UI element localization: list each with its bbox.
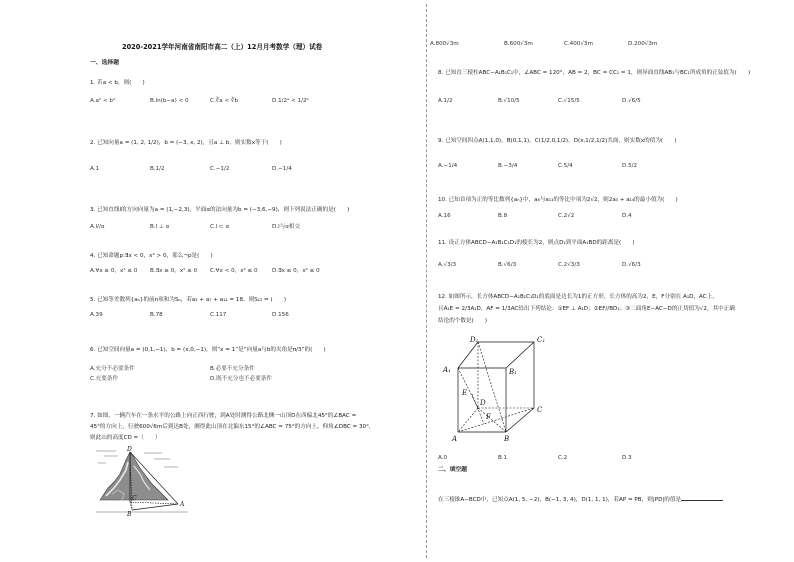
question-12-line-1: 12. 如图所示，长方体ABCD−A₁B₁C₁D₁的底面是边长为1的正方形，长方体的高为2，E，F分别在 A₁D，AC上， [438, 294, 718, 300]
q11-option-a: A.√3/3 [438, 262, 457, 268]
q6-option-a: A.充分不必要条件 [90, 366, 135, 372]
q1-option-b: B.ln(b−a) < 0 [150, 98, 189, 104]
question-7-line-3: 则此山的高度CD =（ ） [90, 435, 161, 441]
mountain-label-d: D [127, 446, 132, 453]
q2-option-a: A.1 [90, 166, 100, 172]
question-12-line-3: 结论的个数是( ) [438, 318, 488, 324]
q10-option-d: D.4 [622, 213, 632, 219]
q7-option-d: D.200√3m [628, 41, 658, 47]
cuboid-label-c: C [537, 406, 543, 414]
question-7-line-2: 45°的方向上，行驶600√6m后到达B处，测得此山顶在北偏东15°的∠ABC = 75°的方向上，仰角∠DBC = 30°， [90, 424, 375, 430]
question-1: 1. 若a < b，则( ) [90, 80, 145, 86]
right-page [428, 0, 794, 562]
q12-option-d: D.3 [622, 455, 632, 461]
cuboid-label-a: A [452, 435, 458, 443]
q11-option-d: D.√6/3 [622, 262, 641, 268]
question-5: 5. 已知等差数列{aₙ}的前n项和为Sₙ，若a₂ + a₇ + a₁₂ = 18，则S₁₃ = ( ) [90, 297, 287, 303]
cuboid-label-d1: D₁ [470, 336, 479, 344]
cuboid-label-e: E [462, 389, 468, 397]
q4-option-d: D.∃x ≥ 0，x² ≤ 0 [272, 268, 320, 274]
answer-blank[interactable] [681, 500, 723, 501]
cuboid-label-f: F [486, 413, 491, 421]
q3-option-a: A.l//α [90, 224, 105, 230]
question-3: 3. 已知直线l的方向向量为a = (1,−2,3)，平面α的法向量为b = (−3,6,−9)，则下列说法正确的是( ) [90, 207, 350, 213]
q6-option-c: C.充要条件 [90, 376, 119, 382]
q5-option-c: C.117 [210, 312, 227, 318]
question-7-line-1: 7. 如图，一辆汽车在一条水平的公路上向正西行驶，到A处时测得公路北侧一山顶D在西偏北45°的∠BAC = [90, 413, 357, 419]
cuboid-figure [438, 332, 568, 444]
cuboid-label-d: D [480, 399, 486, 407]
q8-option-a: A.1/2 [438, 98, 453, 104]
cuboid-label-c1: C₁ [537, 336, 546, 344]
q5-option-d: D.156 [272, 312, 289, 318]
q1-option-a: A.a² < b² [90, 98, 116, 104]
cuboid-label-b1: B₁ [509, 368, 517, 376]
q4-option-a: A.∀x ≥ 0，x² ≤ 0 [90, 268, 138, 274]
exam-title: 2020-2021学年河南省南阳市高二（上）12月月考数学（理）试卷 [122, 43, 323, 51]
section-fill-in: 二、填空题 [438, 467, 467, 473]
q4-option-c: C.∀x < 0，x² ≤ 0 [210, 268, 258, 274]
q4-option-b: B.∃x ≥ 0，x² ≤ 0 [150, 268, 198, 274]
q2-option-b: B.1/2 [150, 166, 165, 172]
fill-question [438, 497, 723, 504]
q3-option-b: B.l ⊥ α [150, 224, 170, 230]
q8-option-b: B.√10/5 [498, 98, 520, 104]
q12-option-a: A.0 [438, 455, 448, 461]
q9-option-c: C.5/4 [558, 163, 573, 169]
mountain-figure [94, 444, 190, 516]
q6-option-d: D.既不充分也不必要条件 [210, 376, 273, 382]
q11-option-c: C.2√3/3 [558, 262, 580, 268]
cuboid-label-b: B [504, 435, 510, 443]
q9-option-d: D.5/2 [622, 163, 638, 169]
fill-question-text: 在三棱锥A−BCD中，已知点A(1, 5, −2)，B(−1, 3, 4)，D(1, 1, 1)，若AP = PB，则|PD|的值是 [438, 497, 682, 503]
q7-option-c: C.400√3m [564, 41, 593, 47]
fold-line [426, 4, 427, 558]
q9-option-b: B.−3/4 [498, 163, 518, 169]
mountain-label-c: C [132, 495, 137, 502]
q10-option-c: C.2√2 [558, 213, 575, 219]
q1-option-d: D.1/2ᵃ < 1/2ᵇ [272, 98, 309, 104]
q8-option-c: C.√15/5 [558, 98, 580, 104]
question-12-line-2: 且A₁E = 2/3A₁D，AF = 1/3AC给出下列结论：①EF ⊥ A₁D；②EF//BD₁；③二面角E−AC−D的正切值为√2，其中正确 [438, 306, 735, 312]
q5-option-b: B.78 [150, 312, 163, 318]
q7-option-a: A.800√3m [430, 41, 459, 47]
q10-option-a: A.16 [438, 213, 451, 219]
q2-option-d: D.−1/4 [272, 166, 292, 172]
section-multiple-choice: 一、选择题 [90, 60, 119, 66]
q6-option-b: B.必要不充分条件 [210, 366, 255, 372]
question-11: 11. 设正方体ABCD−A₁B₁C₁D₁的棱长为2，则点D₁到平面A₁BD的距离是( ) [438, 240, 635, 246]
q12-option-b: B.1 [498, 455, 508, 461]
q7-option-b: B.600√3m [504, 41, 533, 47]
q5-option-a: A.39 [90, 312, 103, 318]
question-4: 4. 已知命题p:∃x < 0，x² > 0，那么¬p是( ) [90, 253, 213, 259]
q10-option-b: B.8 [498, 213, 508, 219]
q9-option-a: A.−1/4 [438, 163, 458, 169]
question-10: 10. 已知首项为正的等比数列{aₙ}中，a₆与a₁₁的等比中项为2√2，则2a₃ + a₁₄的最小值为( ) [438, 197, 678, 203]
q8-option-d: D.√6/5 [622, 98, 641, 104]
question-6: 6. 已知空间向量a = (0,1,−1)，b = (x,0,−1)，则“x = 1”是“向量a与b的夹角是π/3”的( ) [90, 347, 326, 353]
q2-option-c: C.−1/2 [210, 166, 230, 172]
cuboid-label-a1: A₁ [443, 366, 451, 374]
mountain-label-a: A [180, 501, 185, 508]
q3-option-c: C.l ⊂ α [210, 224, 230, 230]
question-2: 2. 已知向量a = (1, 2, 1/2)，b = (−3, x, 2)，且a ⊥ b，则实数x等于( ) [90, 140, 282, 146]
question-8: 8. 已知直三棱柱ABC−A₁B₁C₁中，∠ABC = 120°，AB = 2，BC = CC₁ = 1，则异面直线AB₁与BC₁所成角的正弦值为( ) [438, 70, 751, 76]
mountain-label-b: B [127, 511, 132, 516]
question-9: 9. 已知空间四点A(1,1,0)，B(0,1,1)，C(1/2,0,1/2)，D(x,1/2,1/2)共面，则实数x的值为( ) [438, 138, 677, 144]
q1-option-c: C.∛a < ∛b [210, 98, 239, 104]
q11-option-b: B.√6/3 [498, 262, 517, 268]
q12-option-c: C.2 [558, 455, 568, 461]
q3-option-d: D.l与α相交 [272, 224, 301, 230]
